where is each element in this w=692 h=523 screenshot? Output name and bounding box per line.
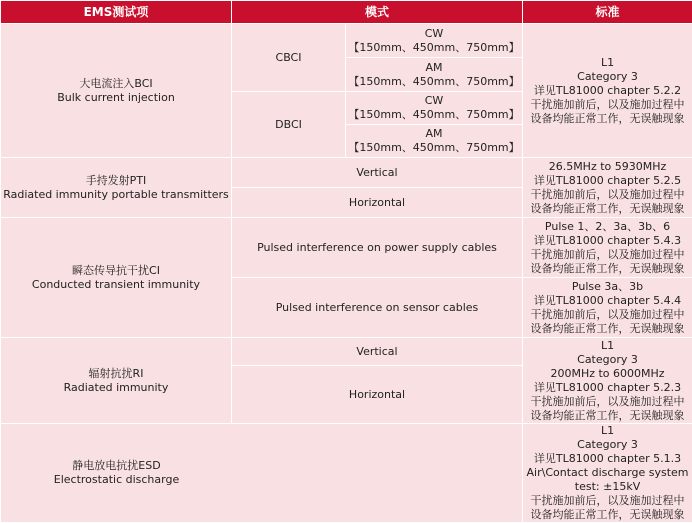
header-mode: 模式 [232,1,523,24]
mode-ri-vertical: Vertical [232,338,523,366]
test-item-ci: 瞬态传导抗干扰CI Conducted transient immunity [1,218,232,338]
header-standard: 标准 [523,1,692,24]
bci-name-en: Bulk current injection [57,90,175,104]
mode-cbci-am: AM 【150mm、450mm、750mm】 [346,58,523,92]
mode-ci-power: Pulsed interference on power supply cables [232,218,523,278]
standard-pti: 26.5MHz to 5930MHz 详见TL81000 chapter 5.2.5 干扰施加前后，以及施加过程中 设备均能正常工作，无误触现象 [523,158,692,218]
mode-dbci-am: AM 【150mm、450mm、750mm】 [346,125,523,158]
mode-ci-sensor: Pulsed interference on sensor cables [232,278,523,338]
sub-mode-cbci: CBCI [232,24,346,92]
mode-pti-horizontal: Horizontal [232,188,523,218]
mode-dbci-cw: CW 【150mm、450mm、750mm】 [346,92,523,125]
standard-ci-sensor: Pulse 3a、3b 详见TL81000 chapter 5.4.4 干扰施加前后，以及施加过程中 设备均能正常工作，无误触现象 [523,278,692,338]
mode-cbci-cw: CW 【150mm、450mm、750mm】 [346,24,523,58]
header-test-item: EMS测试项 [1,1,232,24]
sub-mode-dbci: DBCI [232,92,346,158]
bci-name-cn: 大电流注入BCI [79,76,153,90]
standard-ci-power: Pulse 1、2、3a、3b、6 详见TL81000 chapter 5.4.3 干扰施加前后，以及施加过程中 设备均能正常工作，无误触现象 [523,218,692,278]
test-item-ri: 辐射抗扰RI Radiated immunity [1,338,232,424]
standard-esd: L1 Category 3 详见TL81000 chapter 5.1.3 Air\Contact discharge system test: ±15kV 干扰施加前后，以及施加过程中 设备均能正常工作，无误触现象 [523,424,692,523]
mode-pti-vertical: Vertical [232,158,523,188]
test-item-bci [1,24,232,158]
standard-ri: L1 Category 3 200MHz to 6000MHz 详见TL81000 chapter 5.2.3 干扰施加前后，以及施加过程中 设备均能正常工作，无误触现象 [523,338,692,424]
test-item-pti: 手持发射PTI Radiated immunity portable transmitters [1,158,232,218]
standard-bci: L1 Category 3 详见TL81000 chapter 5.2.2 干扰施加前后，以及施加过程中 设备均能正常工作，无误触现象 [523,24,692,158]
mode-ri-horizontal: Horizontal [232,366,523,424]
test-item-esd: 静电放电抗扰ESD Electrostatic discharge [1,424,523,523]
